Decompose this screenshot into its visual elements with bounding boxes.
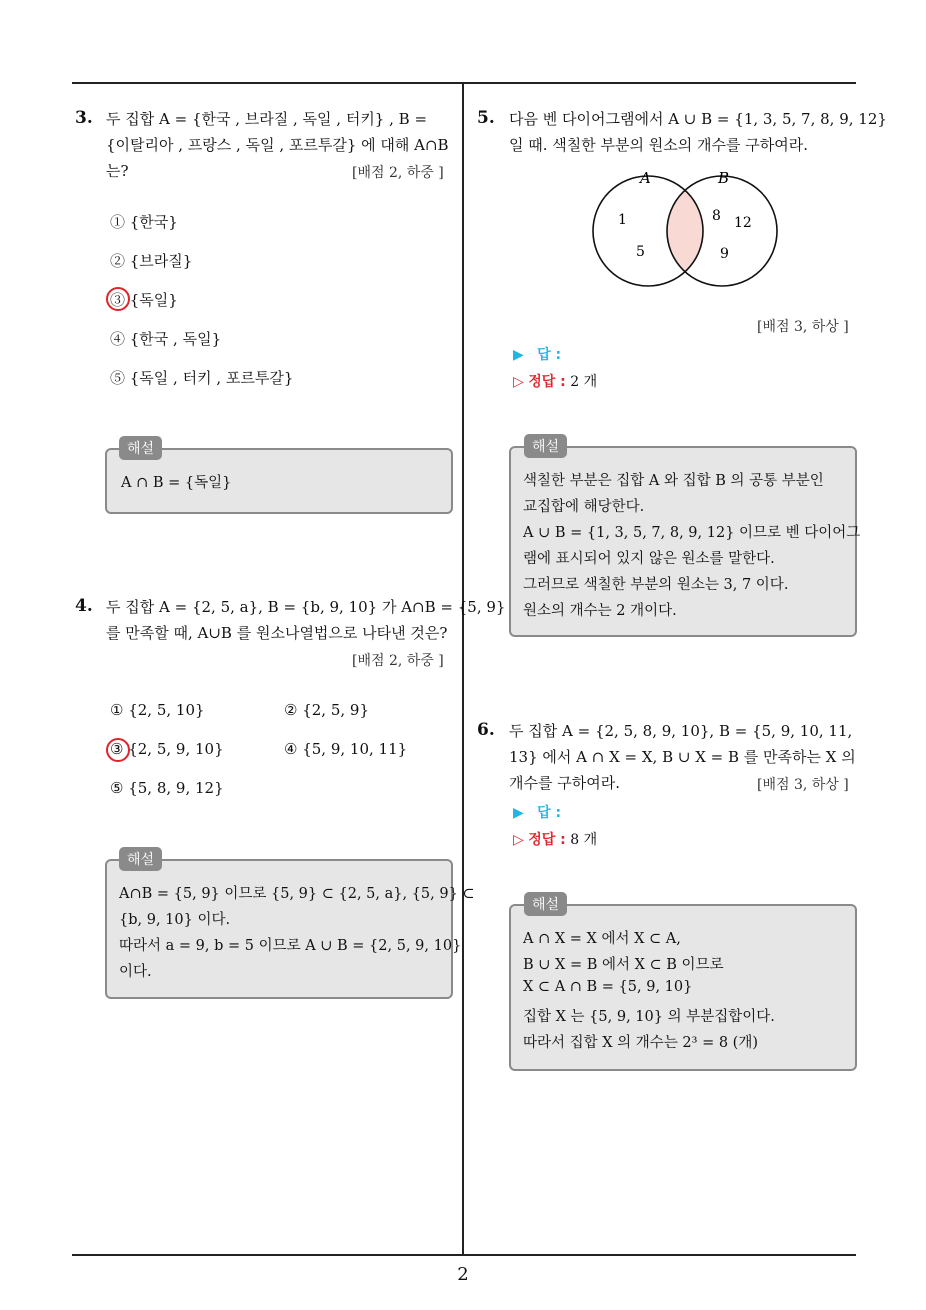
explanation-tag: 해설 bbox=[524, 892, 567, 916]
score-level: [배점 2, 하중 ] bbox=[352, 653, 444, 669]
top-rule bbox=[72, 82, 856, 84]
explanation-line: 이다. bbox=[119, 964, 152, 980]
explanation-line: A ∩ B = {독일} bbox=[121, 475, 232, 491]
explanation-line: {b, 9, 10} 이다. bbox=[119, 912, 231, 928]
explanation-box bbox=[509, 904, 857, 1071]
explanation-line: X ⊂ A ∩ B = {5, 9, 10} bbox=[523, 979, 693, 995]
explanation-line: 집합 X 는 {5, 9, 10} 의 부분집합이다. bbox=[523, 1009, 775, 1025]
answer-label: 답 : bbox=[537, 805, 562, 821]
score-level: [배점 3, 하상 ] bbox=[757, 777, 849, 793]
explanation-box bbox=[509, 446, 861, 637]
question-text-line: 두 집합 A = {2, 5, a}, B = {b, 9, 10} 가 A∩B = {5, 9} bbox=[106, 598, 506, 616]
explanation-tag: 해설 bbox=[119, 436, 162, 460]
question-number: 4. bbox=[75, 596, 93, 616]
correct-answer-label: 정답 : bbox=[528, 832, 566, 848]
question-text-line: 두 집합 A = {한국 , 브라질 , 독일 , 터키} , B = bbox=[106, 110, 428, 128]
answer-label: 답 : bbox=[537, 347, 562, 363]
option-3[interactable]: ③ {2, 5, 9, 10} bbox=[110, 740, 224, 758]
explanation-line: 따라서 a = 9, b = 5 이므로 A ∪ B = {2, 5, 9, 10} bbox=[119, 938, 462, 954]
explanation-line: A ∪ B = {1, 3, 5, 7, 8, 9, 12} 이므로 벤 다이어그 bbox=[523, 525, 861, 541]
question-number: 3. bbox=[75, 108, 93, 128]
question-text-line: 일 때. 색칠한 부분의 원소의 개수를 구하여라. bbox=[509, 136, 808, 154]
option-3[interactable]: ③ {독일} bbox=[110, 291, 178, 309]
option-4[interactable]: ④ {한국 , 독일} bbox=[110, 330, 222, 348]
explanation-tag: 해설 bbox=[119, 847, 162, 871]
page-number: 2 bbox=[457, 1264, 469, 1285]
venn-element: 1 bbox=[618, 212, 627, 228]
explanation-tag: 해설 bbox=[524, 434, 567, 458]
option-1[interactable]: ① {한국} bbox=[110, 213, 178, 231]
explanation-line: A∩B = {5, 9} 이므로 {5, 9} ⊂ {2, 5, a}, {5, 9} ⊂ bbox=[119, 886, 475, 902]
answer-row bbox=[513, 802, 561, 822]
option-1[interactable]: ① {2, 5, 10} bbox=[110, 701, 205, 719]
explanation-line: B ∪ X = B 에서 X ⊂ B 이므로 bbox=[523, 957, 724, 973]
bottom-rule bbox=[72, 1254, 856, 1256]
play-outline-icon: ▷ bbox=[513, 374, 524, 390]
play-filled-icon: ▶ bbox=[513, 805, 524, 821]
explanation-line: A ∩ X = X 에서 X ⊂ A, bbox=[523, 931, 681, 947]
correct-answer-row bbox=[513, 371, 597, 391]
question-text-line: 를 만족할 때, A∪B 를 원소나열법으로 나타낸 것은? bbox=[106, 624, 448, 642]
venn-element: 5 bbox=[636, 244, 645, 260]
question-text-line: 개수를 구하여라. bbox=[509, 774, 620, 792]
play-filled-icon: ▶ bbox=[513, 347, 524, 363]
play-outline-icon: ▷ bbox=[513, 832, 524, 848]
correct-answer-row bbox=[513, 829, 597, 849]
explanation-box bbox=[105, 859, 475, 999]
explanation-line: 원소의 개수는 2 개이다. bbox=[523, 603, 677, 619]
answer-row bbox=[513, 344, 561, 364]
option-2[interactable]: ② {브라질} bbox=[110, 252, 193, 270]
option-5[interactable]: ⑤ {5, 8, 9, 12} bbox=[110, 779, 224, 797]
question-text-line: 두 집합 A = {2, 5, 8, 9, 10}, B = {5, 9, 10, 11, bbox=[509, 722, 853, 740]
score-level: [배점 3, 하상 ] bbox=[757, 319, 849, 335]
column-divider bbox=[462, 83, 464, 1255]
question-text-line: 다음 벤 다이어그램에서 A ∪ B = {1, 3, 5, 7, 8, 9, 12} bbox=[509, 110, 887, 128]
option-4[interactable]: ④ {5, 9, 10, 11} bbox=[284, 740, 408, 758]
explanation-line: 따라서 집합 X 의 개수는 2³ = 8 (개) bbox=[523, 1035, 758, 1051]
venn-element: 8 bbox=[712, 208, 721, 224]
venn-element: 9 bbox=[720, 246, 729, 262]
explanation-line: 그러므로 색칠한 부분의 원소는 3, 7 이다. bbox=[523, 577, 789, 593]
correct-answer-value: 8 개 bbox=[570, 832, 598, 848]
venn-element: 12 bbox=[734, 215, 752, 231]
venn-label-a: A bbox=[640, 169, 651, 187]
option-5[interactable]: ⑤ {독일 , 터키 , 포르투갈} bbox=[110, 369, 294, 387]
question-number: 5. bbox=[477, 108, 495, 128]
venn-diagram bbox=[580, 165, 790, 295]
explanation-line: 램에 표시되어 있지 않은 원소를 말한다. bbox=[523, 551, 775, 567]
venn-label-b: B bbox=[718, 169, 730, 187]
option-2[interactable]: ② {2, 5, 9} bbox=[284, 701, 370, 719]
explanation-line: 교집합에 해당한다. bbox=[523, 499, 645, 515]
score-level: [배점 2, 하중 ] bbox=[352, 165, 444, 181]
question-number: 6. bbox=[477, 720, 495, 740]
explanation-line: 색칠한 부분은 집합 A 와 집합 B 의 공통 부분인 bbox=[523, 473, 824, 489]
question-text-line: 13} 에서 A ∩ X = X, B ∪ X = B 를 만족하는 X 의 bbox=[509, 748, 856, 766]
question-text-line: 는? bbox=[106, 162, 129, 180]
question-text-line: {이탈리아 , 프랑스 , 독일 , 포르투갈} 에 대해 A∩B bbox=[106, 136, 449, 154]
correct-answer-value: 2 개 bbox=[570, 374, 598, 390]
correct-answer-label: 정답 : bbox=[528, 374, 566, 390]
